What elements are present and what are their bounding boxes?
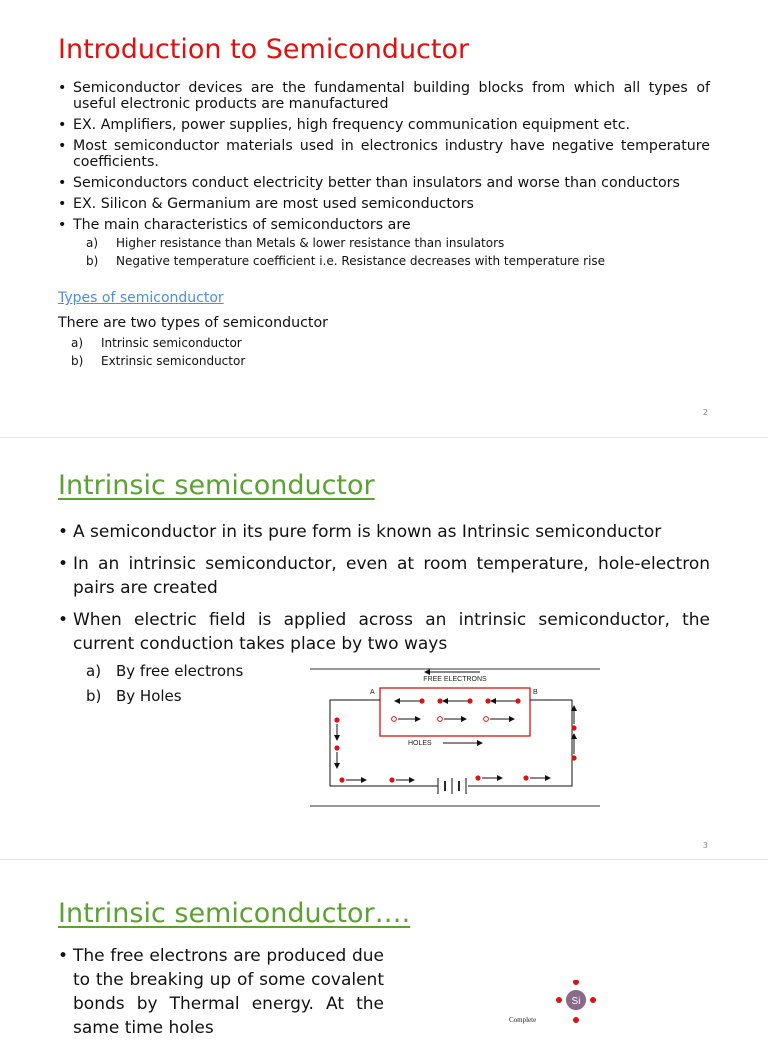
sub-text: Negative temperature coefficient i.e. Resistance decreases with temperature rise [116, 254, 606, 268]
sub-marker: b) [86, 254, 99, 268]
hole-dot [438, 717, 443, 722]
page-number: 2 [702, 408, 708, 417]
bullet-item [58, 217, 710, 270]
sub-text: By Holes [116, 687, 182, 705]
electron-dot [515, 698, 520, 703]
bullet-list [58, 520, 710, 664]
conduction-ways-list [58, 659, 243, 709]
bullet-list [58, 944, 384, 1040]
free-electrons-label: FREE ELECTRONS [423, 676, 487, 683]
hole-dot [484, 717, 489, 722]
battery-icon [438, 778, 466, 794]
types-intro: There are two types of semiconductor [58, 315, 328, 331]
terminal-b-label: B [533, 689, 538, 696]
sub-item [58, 352, 245, 370]
electron-dot [573, 980, 579, 985]
sub-item [58, 659, 243, 684]
electron-dot [419, 698, 424, 703]
hole-row [392, 717, 514, 722]
slide-intrinsic-continued [0, 862, 768, 1038]
slide-divider [0, 859, 768, 860]
bullet-item: • Most semiconductor materials used in electronics industry have negative temperature coefficients. [58, 138, 710, 170]
sub-item [73, 234, 710, 252]
sub-marker: b) [71, 354, 84, 368]
wire-right [468, 700, 572, 786]
bullet-item: • EX. Amplifiers, power supplies, high frequency communication equipment etc. [58, 117, 710, 133]
sub-marker: a) [86, 662, 102, 680]
bullet-text: The main characteristics of semiconductors are [73, 217, 411, 233]
sub-marker: a) [71, 336, 84, 350]
bullet-item: • A semiconductor in its pure form is known as Intrinsic semiconductor [58, 520, 710, 544]
hole-dot [392, 717, 397, 722]
electron-dot [590, 997, 596, 1003]
bullet-item: • In an intrinsic semiconductor, even at room temperature, hole-electron pairs are created [58, 552, 710, 600]
sub-text: By free electrons [116, 662, 244, 680]
semiconductor-block [380, 688, 530, 736]
slide-title: Intrinsic semiconductor [58, 470, 375, 501]
atom-label: Si [571, 996, 581, 1007]
sub-text: Higher resistance than Metals & lower resistance than insulators [116, 236, 505, 250]
sub-marker: a) [86, 236, 99, 250]
sub-text: Extrinsic semiconductor [101, 354, 246, 368]
slide-title: Intrinsic semiconductor…. [58, 898, 411, 929]
slide-intrinsic [0, 438, 768, 858]
bullet-item: • EX. Silicon & Germanium are most used semiconductors [58, 196, 710, 212]
electron-dot [573, 1017, 579, 1023]
electron-row [395, 698, 521, 703]
bullet-item: • Semiconductor devices are the fundamental building blocks from which all types of useful electronic products are manufactured [58, 80, 710, 112]
types-of-semiconductor-link[interactable]: Types of semiconductor [58, 290, 224, 306]
wire-electrons [334, 706, 576, 783]
holes-label: HOLES [408, 740, 432, 747]
slide-title: Introduction to Semiconductor [58, 34, 470, 65]
silicon-atom-figure [500, 980, 610, 1030]
conduction-diagram [310, 664, 602, 810]
types-list [58, 334, 245, 370]
electron-dot [556, 997, 562, 1003]
sub-item [58, 684, 243, 709]
bullet-item: • The free electrons are produced due to the breaking up of some covalent bonds by Thermal energy. At the same time holes [58, 944, 384, 1040]
terminal-a-label: A [370, 689, 375, 696]
sub-text: Intrinsic semiconductor [101, 336, 242, 350]
sub-item [73, 252, 710, 270]
slide-introduction [0, 0, 768, 437]
sub-marker: b) [86, 687, 102, 705]
electron-dot [467, 698, 472, 703]
bullet-list [58, 80, 710, 275]
electron-dot [485, 698, 490, 703]
figure-caption: Complete [509, 1016, 537, 1024]
characteristics-list [73, 234, 710, 270]
bullet-item: • When electric field is applied across an intrinsic semiconductor, the current conduction takes place by two ways [58, 608, 710, 656]
bullet-item: • Semiconductors conduct electricity better than insulators and worse than conductors [58, 175, 710, 191]
page-number: 3 [702, 841, 708, 850]
sub-item [58, 334, 245, 352]
electron-dot [437, 698, 442, 703]
